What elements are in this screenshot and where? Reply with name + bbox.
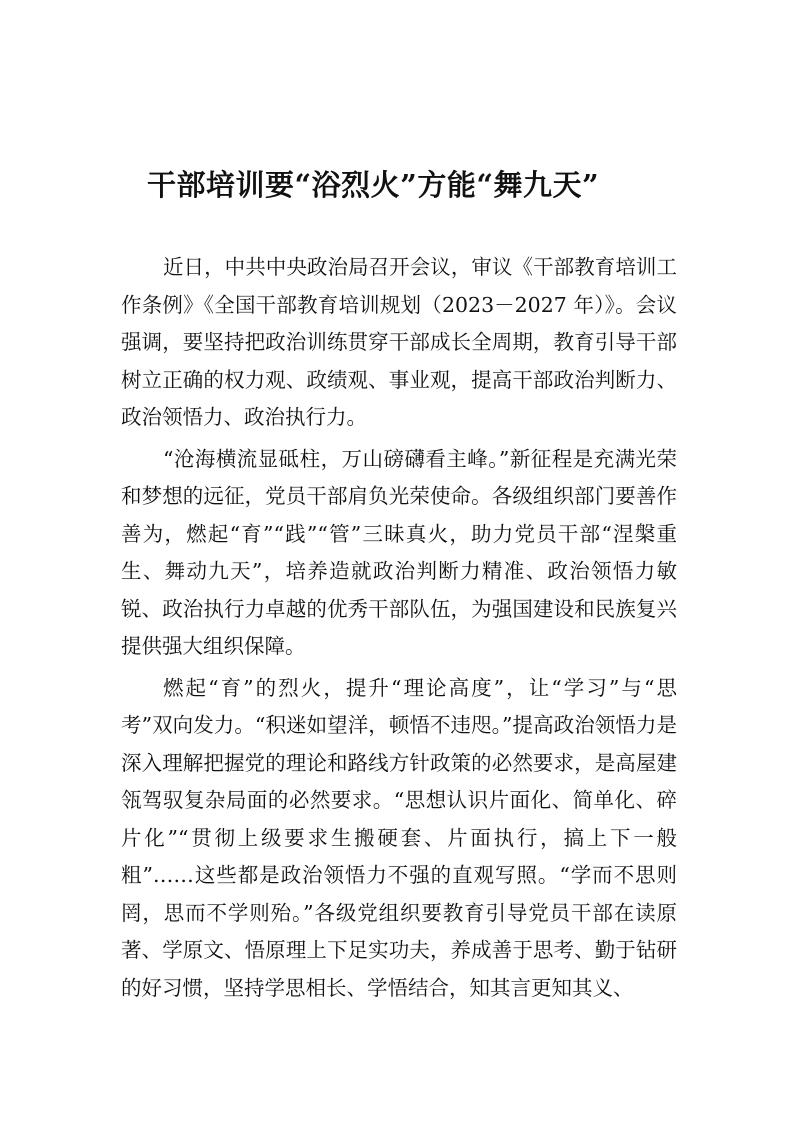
- page-title: 干部培训要“浴烈火”方能“舞九天”: [147, 168, 600, 203]
- paragraph-2: “沧海横流显砥柱，万山磅礴看主峰。”新征程是充满光荣和梦想的远征，党员干部肩负光荣使命。各级组织部门要善作善为，燃起“育”“践”“管”三昧真火，助力党员干部“涅槃重生、舞动九天”，培养造就政治判断力精准、政治领悟力敏锐、政治执行力卓越的优秀干部队伍，为强国建设和民族复兴提供强大组织保障。: [121, 446, 677, 658]
- paragraph-1: 近日，中共中央政治局召开会议，审议《干部教育培训工作条例》《全国干部教育培训规划（2023－2027 年）》。会议强调，要坚持把政治训练贯穿干部成长全周期，教育引导干部树立正确的权力观、政绩观、事业观，提高干部政治判断力、政治领悟力、政治执行力。: [121, 255, 677, 429]
- paragraph-3: 燃起“育”的烈火，提升“理论高度”，让“学习”与“思考”双向发力。“积迷如望洋，顿悟不违咫。”提高政治领悟力是深入理解把握党的理论和路线方针政策的必然要求，是高屋建瓴驾驭复杂局面的必然要求。“思想认识片面化、简单化、碎片化”“贯彻上级要求生搬硬套、片面执行，搞上下一般粗”……这些都是政治领悟力不强的直观写照。“学而不思则罔，思而不学则殆。”各级党组织要教育引导党员干部在读原著、学原文、悟原理上下足实功夫，养成善于思考、勤于钻研的好习惯，坚持学思相长、学悟结合，知其言更知其义、: [121, 675, 677, 1000]
- article-body: [121, 249, 677, 1011]
